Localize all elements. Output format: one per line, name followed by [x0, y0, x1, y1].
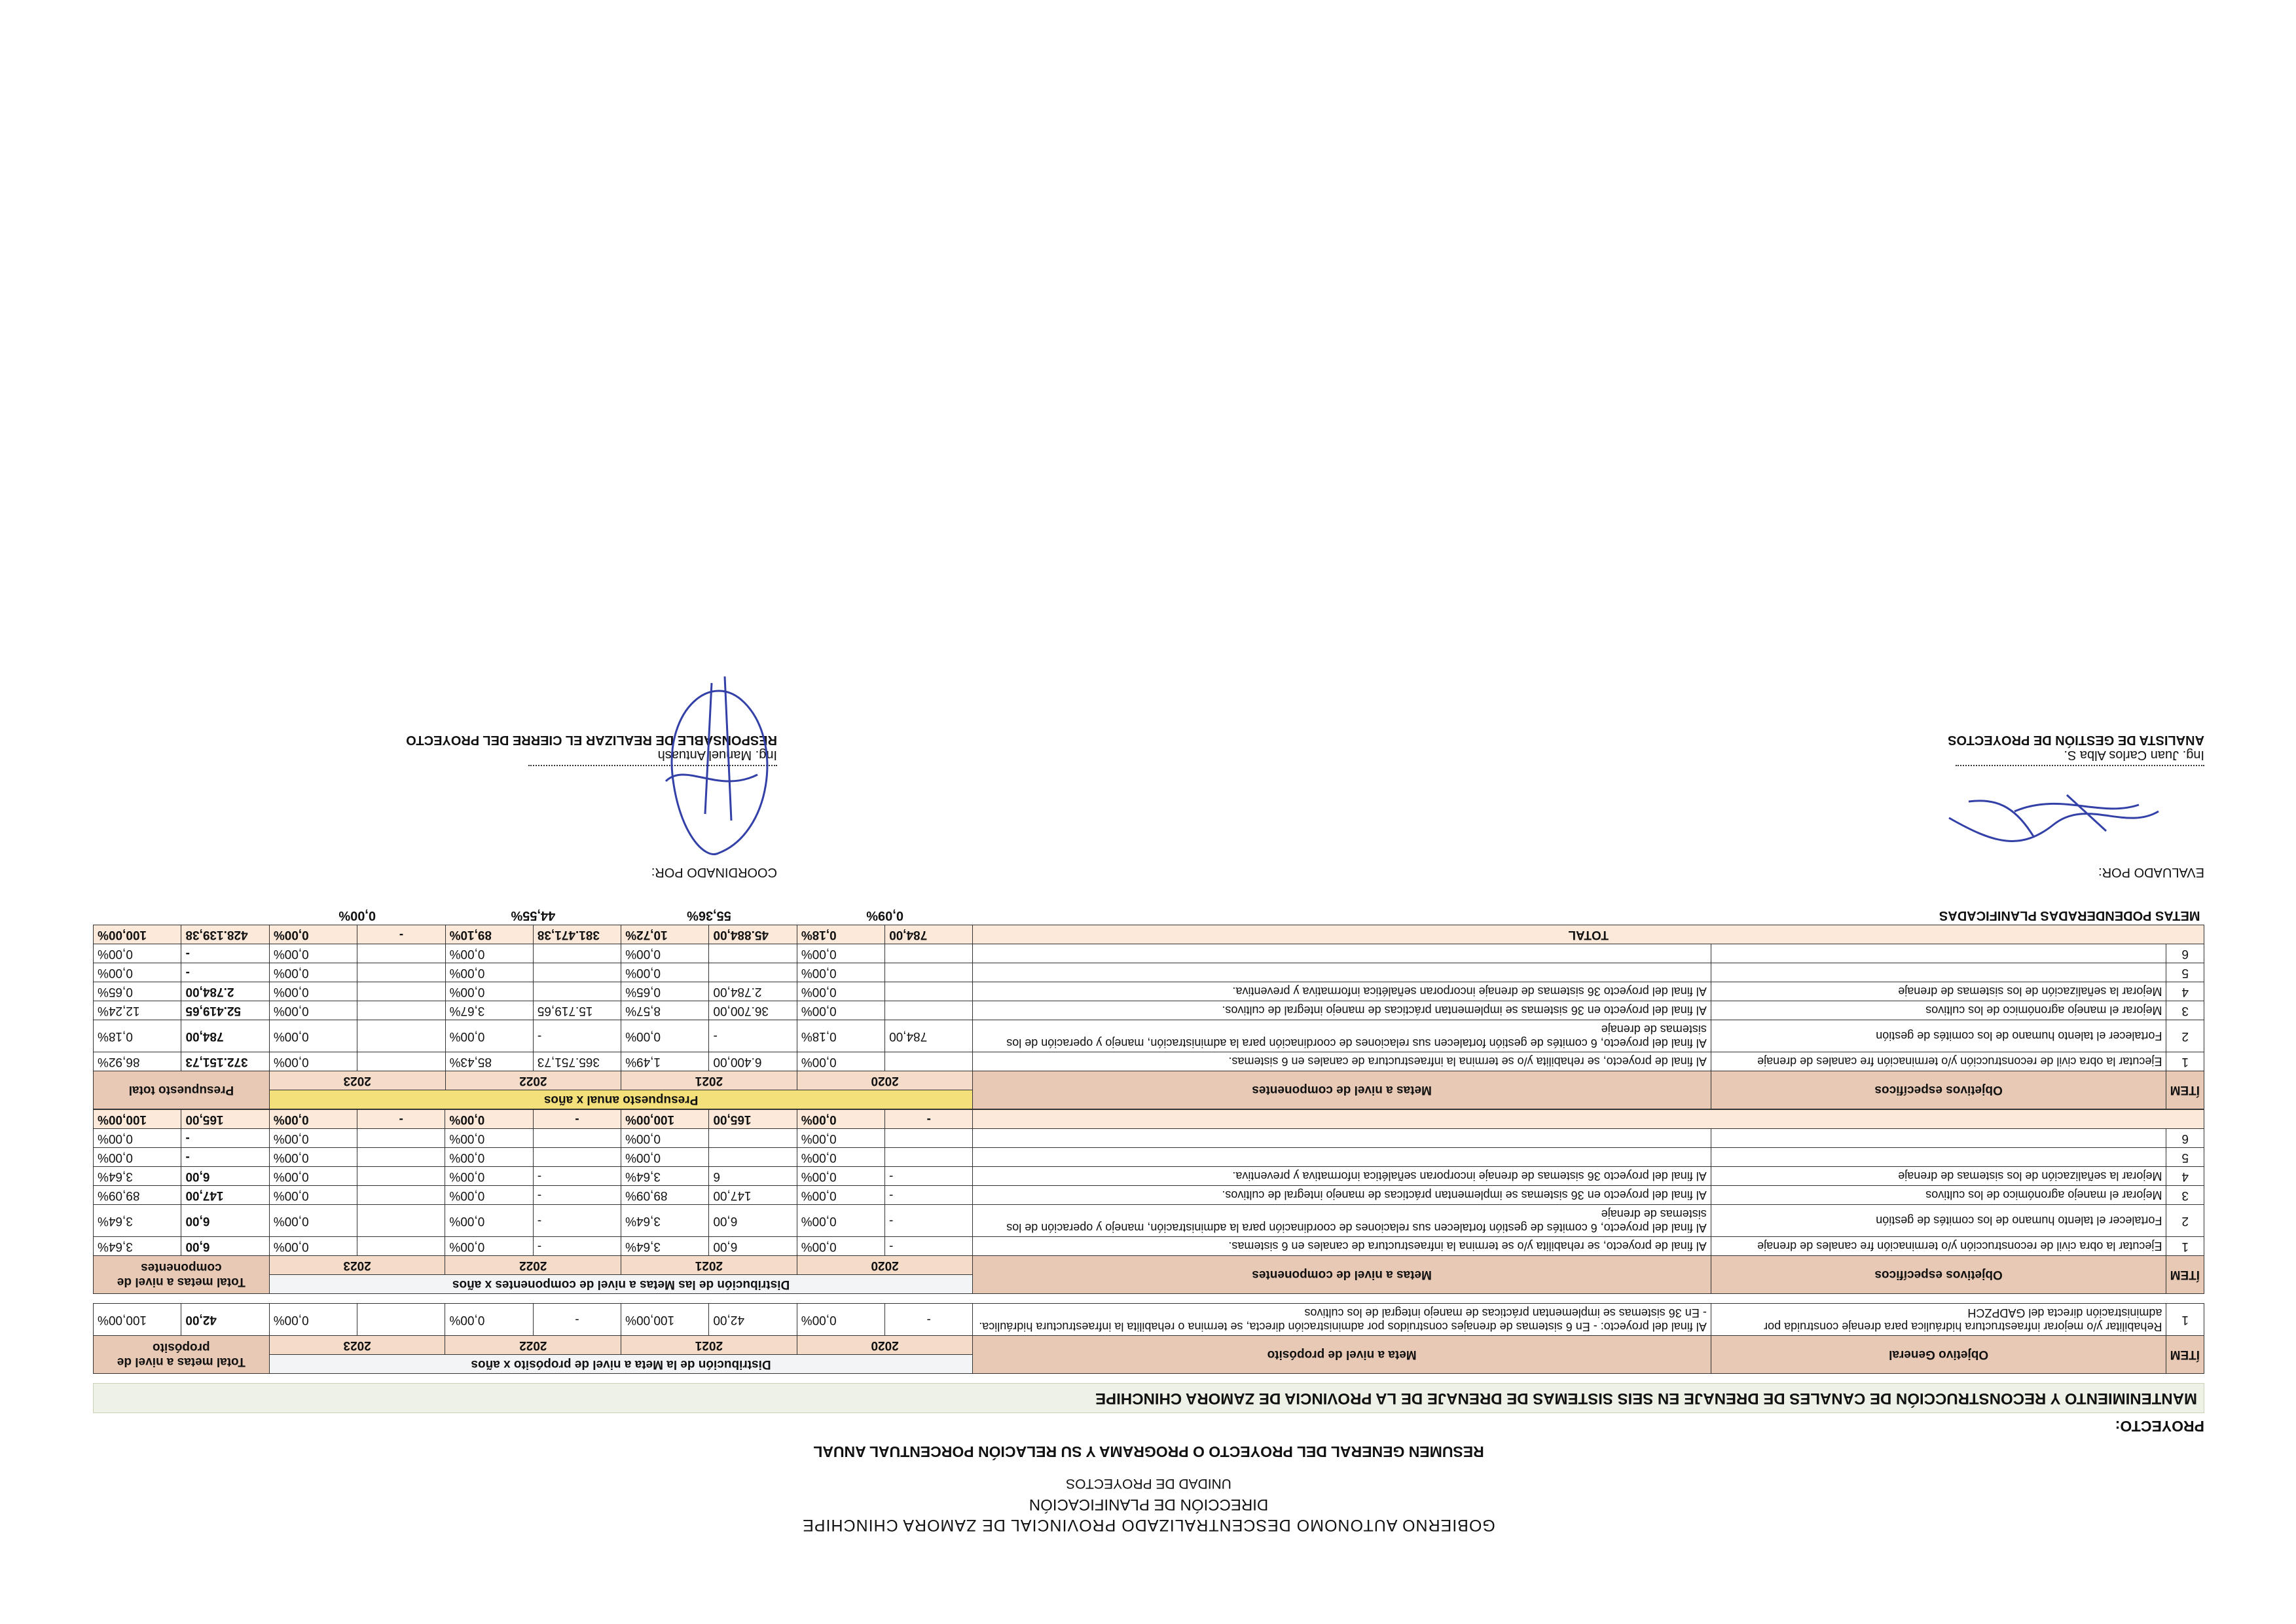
- cell-objective: [1711, 944, 2166, 963]
- cell-total: -: [181, 1148, 269, 1167]
- cell-value: [357, 944, 445, 963]
- header-total: Total metas a nivel de propósito: [94, 1336, 270, 1374]
- cell-value: [885, 1001, 973, 1020]
- cell-total-percent: 3,64%: [94, 1205, 181, 1237]
- evaluated-by-label: EVALUADO POR:: [2098, 865, 2204, 879]
- header-total-budget: Presupuesto total: [94, 1071, 270, 1109]
- table-row: [94, 1237, 2204, 1256]
- cell-value: [885, 963, 973, 982]
- cell-total: 372.151,73: [181, 1052, 269, 1071]
- handwritten-signature: [1929, 779, 2165, 857]
- coordinator-title: RESPONSABLE DE REALIZAR EL CIERRE DEL PROYECTO: [406, 733, 777, 747]
- cell-item: 6: [2166, 944, 2204, 963]
- cell-value: [357, 1020, 445, 1052]
- weighted-percent: 55,36%: [687, 908, 731, 923]
- cell-value: [357, 1167, 445, 1186]
- cell-value: 165,00: [709, 1110, 797, 1129]
- cell-percent: 89,10%: [445, 925, 533, 944]
- cell-value: [357, 963, 445, 982]
- cell-total: 147,00: [181, 1186, 269, 1205]
- cell-objective: Ejecutar la obra civil de reconstrucción y/o terminación fre canales de drenaje: [1711, 1052, 2166, 1071]
- cell-percent: 0,18%: [797, 925, 884, 944]
- cell-value: 381.471,38: [533, 925, 621, 944]
- cell-total: 2.784,00: [181, 982, 269, 1001]
- purpose-goal-table: [93, 1303, 2204, 1374]
- table-row: [94, 944, 2204, 963]
- cell-percent: 0,00%: [621, 944, 709, 963]
- cell-percent: 100,00%: [621, 1110, 709, 1129]
- cell-percent: 0,00%: [797, 1148, 884, 1167]
- table-row: [94, 1205, 2204, 1237]
- cell-percent: 0,00%: [445, 1304, 533, 1336]
- cell-goal: Al final del proyecto 36 sistemas de drenaje incorporan señalética informativa y preventiva.: [973, 1167, 1711, 1186]
- cell-goal: Al final del proyecto: - En 6 sistemas de drenajes construidos por administración directa, se termina o rehabilita la infraestructura hidráulica. - En 36 sistemas se implementan prácticas de manejo integral de los cultivos: [973, 1304, 1711, 1336]
- cell-total: 6,00: [181, 1237, 269, 1256]
- header-item: ÍTEM: [2166, 1071, 2204, 1109]
- cell-value: [357, 1205, 445, 1237]
- document-title: RESUMEN GENERAL DEL PROYECTO O PROGRAMA Y SU RELACIÓN PORCENTUAL ANUAL: [813, 1443, 1484, 1460]
- cell-value: [357, 1148, 445, 1167]
- year-header: 2022: [445, 1256, 621, 1275]
- cell-total: 165,00: [181, 1110, 269, 1129]
- year-header: 2021: [621, 1071, 797, 1090]
- cell-value: [357, 1237, 445, 1256]
- year-header: 2021: [621, 1336, 797, 1355]
- cell-value: 6,00: [709, 1205, 797, 1237]
- coordinator-name: Ing. Manuel Antuash: [657, 748, 777, 762]
- year-header: 2023: [269, 1336, 445, 1355]
- cell-value: [709, 944, 797, 963]
- cell-percent: 0,00%: [269, 1237, 357, 1256]
- cell-goal: Al final del proyecto 36 sistemas de drenaje incorporan señalética informativa y preventiva.: [973, 982, 1711, 1001]
- header-objective: Objetivos específicos: [1711, 1256, 2166, 1294]
- cell-percent: 0,18%: [797, 1020, 884, 1052]
- cell-value: [885, 982, 973, 1001]
- cell-total-percent: 0,00%: [94, 1129, 181, 1148]
- cell-percent: 0,00%: [269, 944, 357, 963]
- cell-value: [709, 1129, 797, 1148]
- cell-value: [357, 982, 445, 1001]
- cell-total: 6,00: [181, 1167, 269, 1186]
- cell-percent: 3,64%: [621, 1167, 709, 1186]
- evaluated-by-block: [1948, 732, 2204, 879]
- cell-percent: 0,00%: [621, 1148, 709, 1167]
- header-goal: Metas a nivel de componentes: [973, 1071, 1711, 1109]
- cell-percent: 0,00%: [797, 982, 884, 1001]
- cell-total: 784,00: [181, 1020, 269, 1052]
- cell-percent: 0,00%: [445, 1186, 533, 1205]
- cell-value: [885, 944, 973, 963]
- cell-goal: Al final del proyecto en 36 sistemas se implementan prácticas de manejo integral de cultivos.: [973, 1186, 1711, 1205]
- cell-item: 3: [2166, 1186, 2204, 1205]
- cell-percent: 89,09%: [621, 1186, 709, 1205]
- cell-item: 4: [2166, 1167, 2204, 1186]
- signature-section: [93, 604, 2204, 879]
- cell-percent: 85,43%: [445, 1052, 533, 1071]
- cell-percent: 8,57%: [621, 1001, 709, 1020]
- cell-total-percent: 100,00%: [94, 1110, 181, 1129]
- cell-value: -: [885, 1304, 973, 1336]
- cell-percent: 0,00%: [797, 1110, 884, 1129]
- header-item: ÍTEM: [2166, 1336, 2204, 1374]
- cell-percent: 0,00%: [445, 1167, 533, 1186]
- cell-percent: 0,00%: [797, 944, 884, 963]
- year-header: 2022: [445, 1071, 621, 1090]
- cell-total-percent: 86,92%: [94, 1052, 181, 1071]
- cell-percent: 0,00%: [621, 1129, 709, 1148]
- cell-percent: 0,00%: [269, 1110, 357, 1129]
- cell-value: 42,00: [709, 1304, 797, 1336]
- cell-percent: 0,00%: [797, 1167, 884, 1186]
- cell-value: [533, 1148, 621, 1167]
- cell-goal: [973, 1148, 1711, 1167]
- cell-item: 5: [2166, 963, 2204, 982]
- cell-value: 36.700,00: [709, 1001, 797, 1020]
- cell-objective: [1711, 1129, 2166, 1148]
- cell-objective: Mejorar el manejo agronómico de los cultivos: [1711, 1001, 2166, 1020]
- cell-value: [357, 1186, 445, 1205]
- cell-value: 365.751,73: [533, 1052, 621, 1071]
- cell-objective: Mejorar el manejo agronómico de los cultivos: [1711, 1186, 2166, 1205]
- cell-value: -: [885, 1186, 973, 1205]
- cell-value: -: [709, 1020, 797, 1052]
- header-goal: Metas a nivel de componentes: [973, 1256, 1711, 1294]
- cell-percent: 0,00%: [445, 1205, 533, 1237]
- cell-value: -: [533, 1304, 621, 1336]
- cell-percent: 0,00%: [797, 963, 884, 982]
- cell-percent: 0,00%: [445, 1237, 533, 1256]
- cell-value: [357, 1001, 445, 1020]
- coordinated-by-label: COORDINADO POR:: [651, 865, 777, 879]
- cell-percent: 0,00%: [445, 963, 533, 982]
- coordinated-by-block: [406, 732, 777, 879]
- cell-total: -: [181, 1129, 269, 1148]
- cell-value: [709, 963, 797, 982]
- cell-percent: 0,00%: [797, 1186, 884, 1205]
- year-header: 2020: [797, 1336, 973, 1355]
- cell-percent: 1,49%: [621, 1052, 709, 1071]
- cell-percent: 0,00%: [269, 982, 357, 1001]
- table-row: [94, 1167, 2204, 1186]
- cell-value: [885, 1148, 973, 1167]
- table-row: [94, 1148, 2204, 1167]
- cell-value: -: [885, 1110, 973, 1129]
- cell-percent: 0,00%: [621, 963, 709, 982]
- cell-total-percent: 3,64%: [94, 1237, 181, 1256]
- table-row: [94, 1304, 2204, 1336]
- cell-objective: [1711, 1148, 2166, 1167]
- cell-total-percent: 0,00%: [94, 963, 181, 982]
- year-header: 2023: [269, 1256, 445, 1275]
- cell-total: 6,00: [181, 1205, 269, 1237]
- cell-percent: 0,00%: [445, 944, 533, 963]
- year-header: 2020: [797, 1071, 973, 1090]
- component-goals-table: [93, 1109, 2204, 1294]
- totals-row: [94, 1110, 2204, 1129]
- table-row: [94, 1129, 2204, 1148]
- cell-percent: 0,00%: [797, 1205, 884, 1237]
- table-body: [94, 1129, 2204, 1256]
- cell-percent: 0,00%: [269, 925, 357, 944]
- cell-item: 1: [2166, 1052, 2204, 1071]
- cell-total-percent: 100,00%: [94, 925, 181, 944]
- header-item: ÍTEM: [2166, 1256, 2204, 1294]
- signature-line: [1956, 765, 2204, 766]
- weighted-goals-row: [94, 906, 2204, 925]
- cell-percent: 0,00%: [797, 1304, 884, 1336]
- cell-value: -: [357, 925, 445, 944]
- cell-percent: 100,00%: [621, 1304, 709, 1336]
- org-name: GOBIERNO AUTONOMO DESCENTRALIZADO PROVINCIAL DE ZAMORA CHINCHIPE: [802, 1516, 1495, 1534]
- cell-value: [533, 1129, 621, 1148]
- cell-value: [357, 1304, 445, 1336]
- unit-name: UNIDAD DE PROYECTOS: [1066, 1476, 1231, 1491]
- cell-percent: 0,00%: [269, 1205, 357, 1237]
- cell-value: [533, 982, 621, 1001]
- budget-table: [93, 906, 2204, 1109]
- header-objective: Objetivo General: [1711, 1336, 2166, 1374]
- cell-total: -: [181, 963, 269, 982]
- cell-percent: 3,64%: [621, 1237, 709, 1256]
- year-header: 2021: [621, 1256, 797, 1275]
- cell-goal: Al final de proyecto, se rehabilita y/o se termina la infraestructura de canales en 6 sistemas.: [973, 1052, 1711, 1071]
- cell-value: 15.719,65: [533, 1001, 621, 1020]
- cell-percent: 0,00%: [269, 1148, 357, 1167]
- cell-goal: [973, 1129, 1711, 1148]
- cell-total-percent: 100,00%: [94, 1304, 181, 1336]
- cell-value: [357, 1052, 445, 1071]
- cell-value: 2.784,00: [709, 982, 797, 1001]
- handwritten-signature: [627, 650, 797, 873]
- cell-total: 52.419,65: [181, 1001, 269, 1020]
- cell-percent: 0,00%: [445, 1020, 533, 1052]
- cell-goal: [973, 944, 1711, 963]
- cell-percent: 0,00%: [269, 1020, 357, 1052]
- cell-total: 42,00: [181, 1304, 269, 1336]
- header-total: Total metas a nivel de componentes: [94, 1256, 270, 1294]
- cell-item: 5: [2166, 1148, 2204, 1167]
- table-row: [94, 1020, 2204, 1052]
- cell-goal: Al final del proyecto, 6 comités de gestión fortalecen sus relaciones de coordinación para la administración, manejo y operación de los sistemas de drenaje: [973, 1020, 1711, 1052]
- cell-value: -: [533, 1237, 621, 1256]
- cell-percent: 0,00%: [621, 1020, 709, 1052]
- cell-goal: Al final del proyecto en 36 sistemas se implementan prácticas de manejo integral de cultivos.: [973, 1001, 1711, 1020]
- cell-percent: 0,00%: [269, 1186, 357, 1205]
- cell-total: 428.139,38: [181, 925, 269, 944]
- cell-value: [885, 1129, 973, 1148]
- cell-value: -: [533, 1186, 621, 1205]
- cell-value: 784,00: [885, 1020, 973, 1052]
- cell-item: 6: [2166, 1129, 2204, 1148]
- cell-item: 2: [2166, 1205, 2204, 1237]
- cell-objective: Rehabilitar y/o mejorar infraestructura hidráulica para drenaje construida por administración directa del GADPZCH: [1711, 1304, 2166, 1336]
- header-distribution: Distribución de la Meta a nivel de propósito x años: [269, 1355, 973, 1374]
- cell-value: [533, 944, 621, 963]
- cell-percent: 0,00%: [269, 1052, 357, 1071]
- cell-percent: 3,67%: [445, 1001, 533, 1020]
- cell-percent: 10,72%: [621, 925, 709, 944]
- cell-objective: Fortalecer el talento humano de los comités de gestión: [1711, 1020, 2166, 1052]
- page-content: [93, 604, 2204, 1536]
- cell-objective: Ejecutar la obra civil de reconstrucción y/o terminación fre canales de drenaje: [1711, 1237, 2166, 1256]
- cell-value: -: [885, 1237, 973, 1256]
- year-header: 2022: [445, 1336, 621, 1355]
- project-name: MANTENIMIENTO Y RECONSTRUCCIÓN DE CANALES DE DRENAJE EN SEIS SISTEMAS DE DRENAJE DE LA PROVINCIA DE ZAMORA CHINCHIPE: [93, 1383, 2204, 1413]
- cell-objective: Mejorar la señalización de los sistemas de drenaje: [1711, 982, 2166, 1001]
- weighted-goals-label: METAS PODENDERADAS PLANIFICADAS: [1939, 908, 2200, 923]
- table-row: [94, 1001, 2204, 1020]
- cell-percent: 0,00%: [445, 982, 533, 1001]
- cell-value: [533, 963, 621, 982]
- cell-percent: 0,00%: [445, 1148, 533, 1167]
- cell-value: -: [533, 1020, 621, 1052]
- cell-total-percent: 3,64%: [94, 1167, 181, 1186]
- cell-percent: 0,00%: [269, 1167, 357, 1186]
- header-goal: Meta a nivel de propósito: [973, 1336, 1711, 1374]
- cell-total-percent: 0,18%: [94, 1020, 181, 1052]
- department-name: DIRECCIÓN DE PLANIFICACIÓN: [1029, 1496, 1269, 1513]
- cell-percent: 0,00%: [269, 1304, 357, 1336]
- cell-value: [357, 1129, 445, 1148]
- project-label: PROYECTO:: [2115, 1418, 2204, 1435]
- cell-value: -: [885, 1167, 973, 1186]
- cell-percent: 0,00%: [269, 1129, 357, 1148]
- cell-value: -: [357, 1110, 445, 1129]
- totals-label-cell: [973, 1110, 2204, 1129]
- cell-value: 6.400,00: [709, 1052, 797, 1071]
- cell-total-percent: 0,00%: [94, 1148, 181, 1167]
- cell-percent: 0,00%: [797, 1052, 884, 1071]
- cell-total-percent: 12,24%: [94, 1001, 181, 1020]
- totals-row: [94, 925, 2204, 944]
- year-header: 2023: [269, 1071, 445, 1090]
- cell-value: 6,00: [709, 1237, 797, 1256]
- table-body: [94, 944, 2204, 1071]
- cell-item: 3: [2166, 1001, 2204, 1020]
- cell-value: -: [885, 1205, 973, 1237]
- cell-percent: 0,00%: [797, 1129, 884, 1148]
- cell-percent: 3,64%: [621, 1205, 709, 1237]
- cell-goal: [973, 963, 1711, 982]
- year-header: 2020: [797, 1256, 973, 1275]
- table-row: [94, 1186, 2204, 1205]
- cell-value: [709, 1148, 797, 1167]
- weighted-percent: 44,55%: [511, 908, 556, 923]
- totals-label: TOTAL: [973, 925, 2204, 944]
- cell-item: 1: [2166, 1237, 2204, 1256]
- cell-goal: Al final de proyecto, se rehabilita y/o se termina la infraestructura de canales en 6 sistemas.: [973, 1237, 1711, 1256]
- cell-value: -: [533, 1167, 621, 1186]
- table-row: [94, 982, 2204, 1001]
- header-budget: Presupuesto anual x años: [269, 1090, 973, 1109]
- cell-percent: 0,00%: [445, 1110, 533, 1129]
- cell-value: -: [533, 1110, 621, 1129]
- table-row: [94, 963, 2204, 982]
- cell-value: 6: [709, 1167, 797, 1186]
- cell-objective: Fortalecer el talento humano de los comités de gestión: [1711, 1205, 2166, 1237]
- cell-percent: 0,65%: [621, 982, 709, 1001]
- weighted-percent: 0,00%: [338, 908, 376, 923]
- cell-objective: Mejorar la señalización de los sistemas de drenaje: [1711, 1167, 2166, 1186]
- cell-total: -: [181, 944, 269, 963]
- cell-item: 2: [2166, 1020, 2204, 1052]
- weighted-empty: [94, 906, 270, 925]
- cell-item: 1: [2166, 1304, 2204, 1336]
- evaluator-title: ANALISTA DE GESTIÓN DE PROYECTOS: [1948, 733, 2204, 747]
- cell-percent: 0,00%: [445, 1129, 533, 1148]
- cell-percent: 0,00%: [797, 1237, 884, 1256]
- cell-value: [885, 1052, 973, 1071]
- header-distribution: Distribución de las Metas a nivel de componentes x años: [269, 1275, 973, 1294]
- cell-objective: [1711, 963, 2166, 982]
- weighted-percent: 0,09%: [866, 908, 903, 923]
- cell-value: -: [533, 1205, 621, 1237]
- cell-percent: 0,00%: [269, 963, 357, 982]
- cell-goal: Al final del proyecto, 6 comités de gestión fortalecen sus relaciones de coordinación para la administración, manejo y operación de los sistemas de drenaje: [973, 1205, 1711, 1237]
- table-row: [94, 1052, 2204, 1071]
- evaluator-name: Ing. Juan Carlos Alba S.: [2064, 748, 2204, 762]
- cell-value: 45.884,00: [709, 925, 797, 944]
- cell-total-percent: 0,00%: [94, 944, 181, 963]
- cell-total-percent: 89,09%: [94, 1186, 181, 1205]
- cell-percent: 0,00%: [269, 1001, 357, 1020]
- cell-value: 147,00: [709, 1186, 797, 1205]
- header-objective: Objetivos específicos: [1711, 1071, 2166, 1109]
- cell-value: 784,00: [885, 925, 973, 944]
- cell-item: 4: [2166, 982, 2204, 1001]
- document-header: [93, 1441, 2204, 1536]
- cell-percent: 0,00%: [797, 1001, 884, 1020]
- cell-total-percent: 0,65%: [94, 982, 181, 1001]
